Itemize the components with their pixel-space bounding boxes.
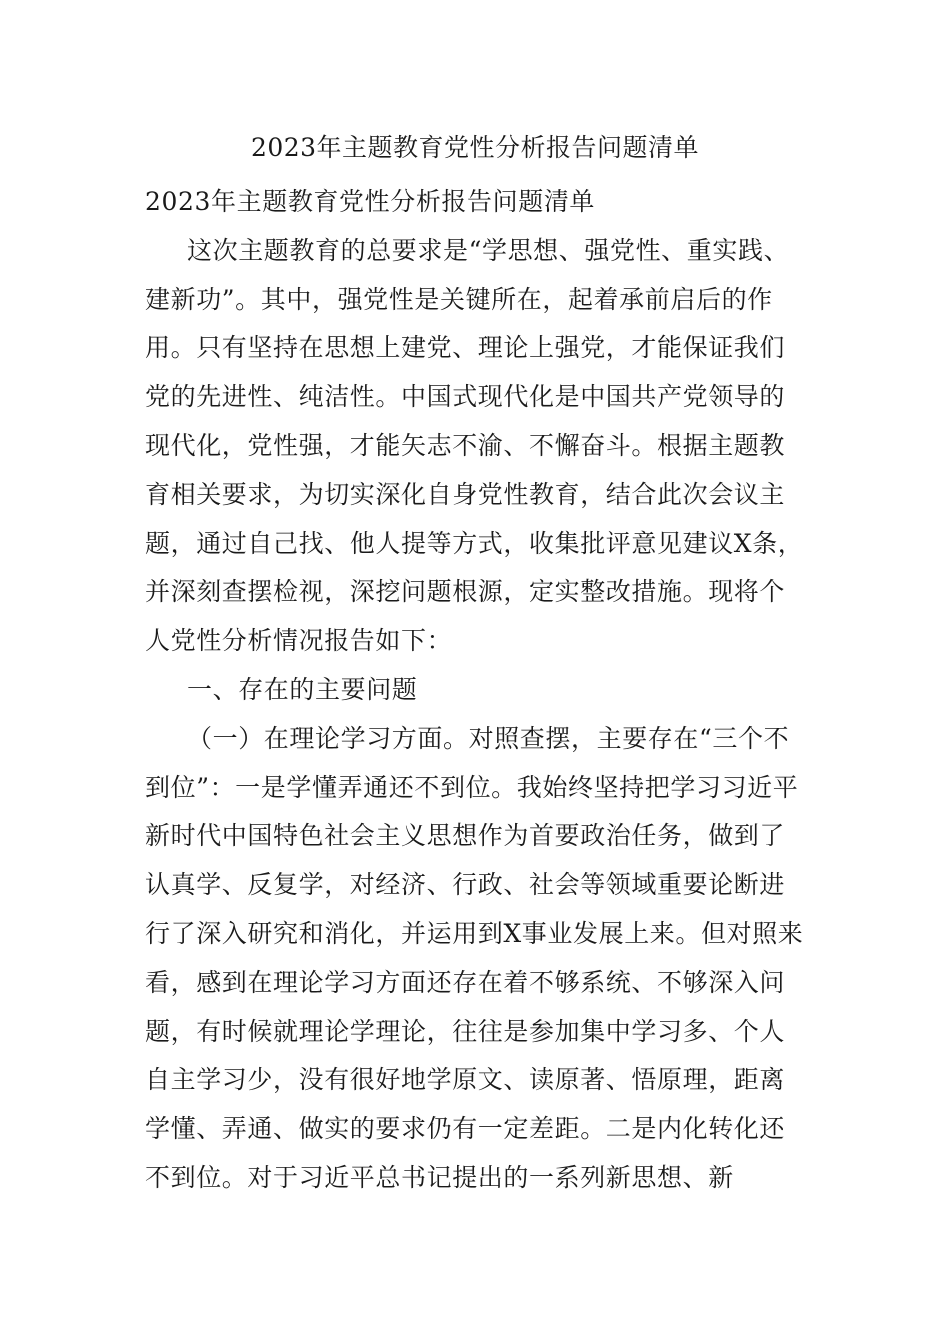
intro-paragraph: 这次主题教育的总要求是“学思想、强党性、重实践、建新功”。其中，强党性是关键所在，起着承前启后的作用。只有坚持在思想上建党、理论上强党，才能保证我们党的先进性、纯洁性。中国式现代化是中国共产党领导的现代化，党性强，才能矢志不渝、不懈奋斗。根据主题教育相关要求，为切实深化自身党性教育，结合此次会议主题，通过自己找、他人提等方式，收集批评意见建议X条，并深刻查摆检视，深挖问题根源，定实整改措施。现将个人党性分析情况报告如下： (145, 235, 804, 656)
document-subtitle: 2023年主题教育党性分析报告问题清单 (145, 187, 596, 216)
theory-study-paragraph: （一）在理论学习方面。对照查摆，主要存在“三个不到位”：一是学懂弄通还不到位。我始终坚持把学习习近平新时代中国特色社会主义思想作为首要政治任务，做到了认真学、反复学，对经济、行政、社会等领域重要论断进行了深入研究和消化，并运用到X事业发展上来。但对照来看，感到在理论学习方面还存在着不够系统、不够深入问题，有时候就理论学理论，往往是参加集中学习多、个人自主学习少，没有很好地学原文、读原著、悟原理，距离学懂、弄通、做实的要求仍有一定差距。二是内化转化还不到位。对于习近平总书记提出的一系列新思想、新 (145, 723, 804, 1192)
document-body (145, 178, 810, 1203)
section-heading: 一、存在的主要问题 (187, 674, 418, 704)
document-title: 2023年主题教育党性分析报告问题清单 (250, 133, 700, 162)
